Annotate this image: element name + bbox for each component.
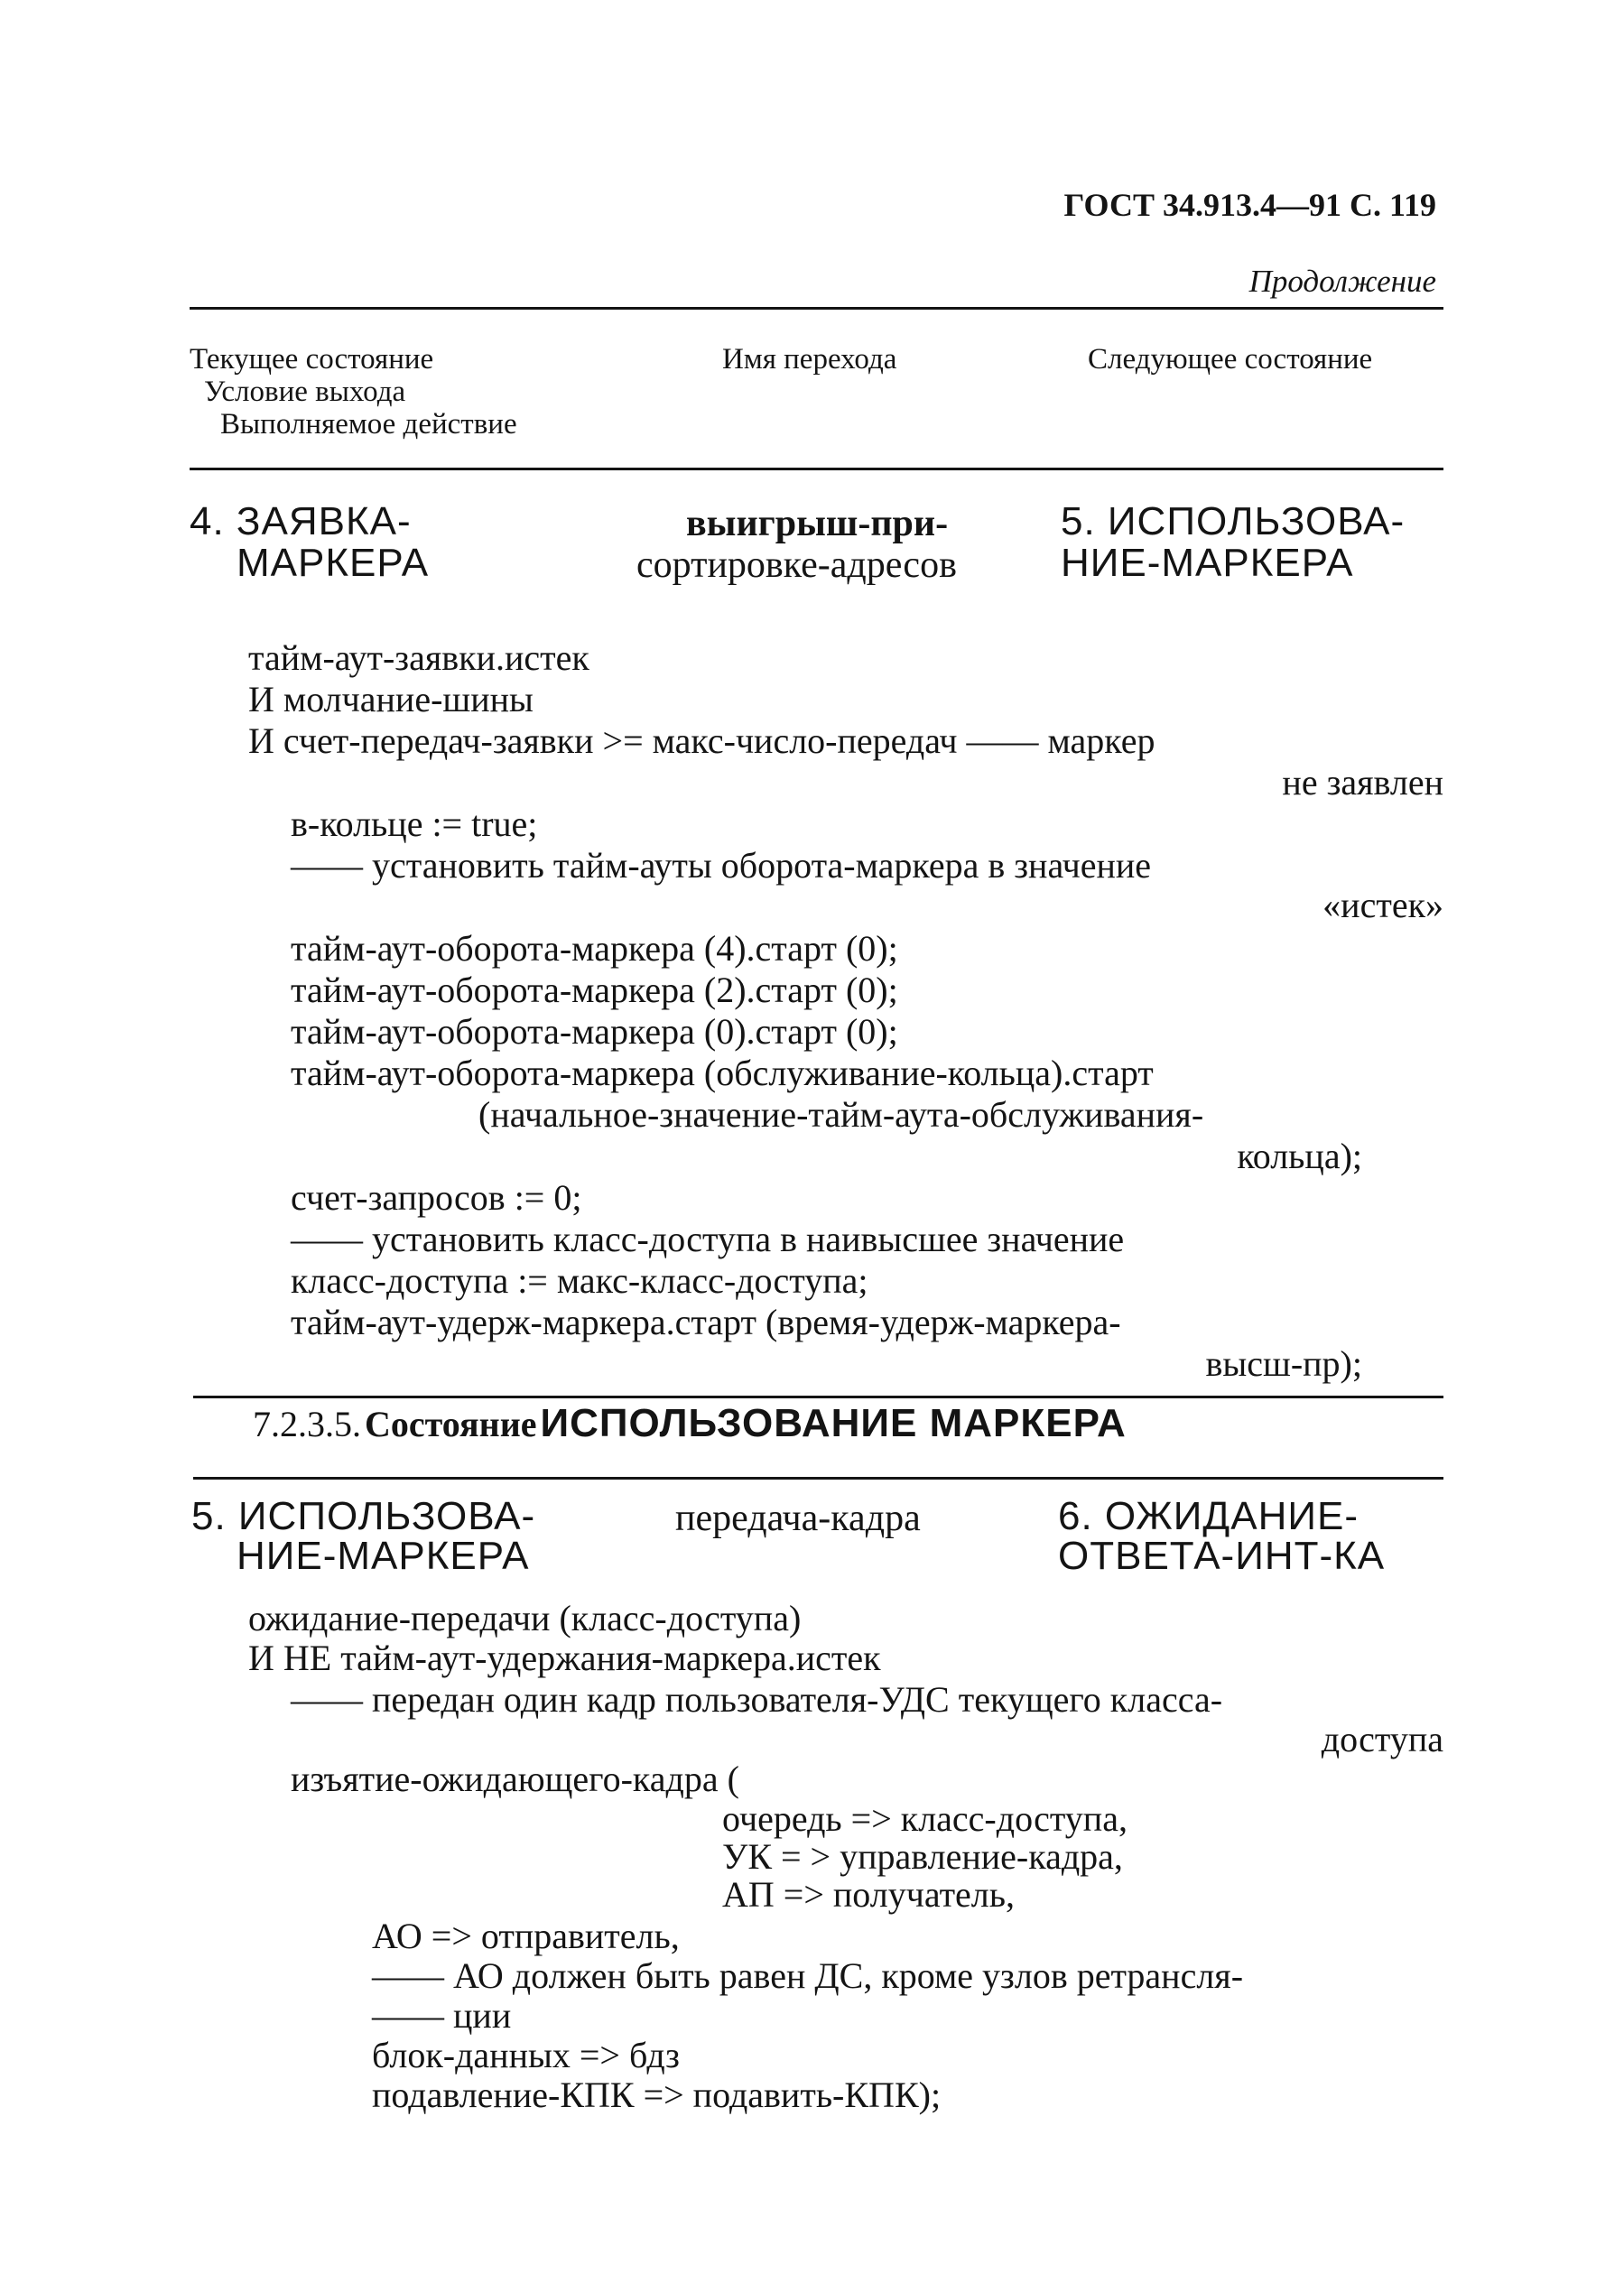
t5-action-9: —— ции	[372, 1995, 512, 2036]
t4-current-line1: 4. ЗАЯВКА-	[190, 499, 412, 543]
t4-action-3: «истек»	[1322, 885, 1443, 925]
col-current-state: Текущее состояние	[190, 343, 434, 376]
t4-action-5: тайм-аут-оборота-маркера (2).старт (0);	[291, 970, 898, 1010]
t4-action-10: счет-запросов := 0;	[291, 1177, 582, 1218]
t5-condition-1: ожидание-передачи (класс-доступа)	[248, 1598, 802, 1638]
t5-transition-name: передача-кадра	[675, 1498, 921, 1539]
rule-header-bottom	[190, 468, 1443, 470]
t4-transition-line2: сортировке-адресов	[636, 544, 957, 586]
t5-action-8: —— АО должен быть равен ДС, кроме узлов ретрансля-	[372, 1955, 1244, 1996]
rule-after-section	[193, 1477, 1443, 1480]
t5-next-line2: ОТВЕТА-ИНТ-КА	[1058, 1534, 1386, 1578]
section-number: 7.2.3.5.	[253, 1404, 361, 1444]
t4-action-14: высш-пр);	[1205, 1343, 1362, 1384]
col-transition-name: Имя перехода	[722, 343, 897, 376]
t4-action-13: тайм-аут-удерж-маркера.старт (время-удерж-маркера-	[291, 1302, 1121, 1342]
t4-action-8: (начальное-значение-тайм-аута-обслуживания-	[478, 1094, 1204, 1135]
t4-action-12: класс-доступа := макс-класс-доступа;	[291, 1260, 868, 1301]
continuation-label: Продолжение	[1248, 264, 1436, 299]
t4-condition-1: тайм-аут-заявки.истек	[248, 637, 589, 678]
t5-action-4: очередь => класс-доступа,	[722, 1798, 1128, 1839]
t4-action-6: тайм-аут-оборота-маркера (0).старт (0);	[291, 1011, 898, 1052]
t5-action-1: —— передан один кадр пользователя-УДС текущего класса-	[291, 1679, 1223, 1720]
col-exit-condition: Условие выхода	[204, 376, 406, 408]
t4-action-11: —— установить класс-доступа в наивысшее значение	[291, 1219, 1125, 1259]
rule-after-t4	[193, 1396, 1443, 1398]
col-action: Выполняемое действие	[220, 408, 517, 441]
section-title: ИСПОЛЬЗОВАНИЕ МАРКЕРА	[540, 1401, 1127, 1445]
t4-action-9: кольца);	[1237, 1136, 1362, 1176]
col-next-state: Следующее состояние	[1088, 343, 1373, 376]
t5-action-2: доступа	[1321, 1719, 1443, 1759]
t4-action-7: тайм-аут-оборота-маркера (обслуживание-кольца).старт	[291, 1053, 1154, 1093]
t4-action-1: в-кольце := true;	[291, 803, 538, 844]
t4-current-line2: МАРКЕРА	[237, 541, 430, 585]
t5-next-line1: 6. ОЖИДАНИЕ-	[1058, 1494, 1359, 1538]
t4-action-4: тайм-аут-оборота-маркера (4).старт (0);	[291, 928, 898, 969]
t4-condition-4: не заявлен	[1282, 762, 1443, 803]
t5-current-line1: 5. ИСПОЛЬЗОВА-	[191, 1494, 536, 1538]
section-word: Состояние	[365, 1404, 537, 1444]
page-header-gost: ГОСТ 34.913.4—91 С. 119	[1063, 187, 1436, 223]
t5-action-3: изъятие-ожидающего-кадра (	[291, 1759, 739, 1799]
t4-condition-2: И молчание-шины	[248, 679, 534, 719]
t4-transition-line1: выигрыш-при-	[686, 503, 949, 544]
t5-action-6: АП => получатель,	[722, 1874, 1016, 1915]
t5-current-line2: НИЕ-МАРКЕРА	[237, 1534, 530, 1578]
section-heading	[253, 1401, 1127, 1446]
t4-next-line1: 5. ИСПОЛЬЗОВА-	[1061, 499, 1406, 543]
rule-top	[190, 307, 1443, 310]
t5-action-7: АО => отправитель,	[372, 1916, 680, 1956]
t5-action-10: блок-данных => бдз	[372, 2035, 680, 2075]
t4-action-2: —— установить тайм-ауты оборота-маркера в значение	[291, 845, 1152, 886]
t5-action-11: подавление-КПК => подавить-КПК);	[372, 2074, 942, 2115]
t4-next-line2: НИЕ-МАРКЕРА	[1061, 541, 1354, 585]
t4-condition-3: И счет-передач-заявки >= макс-число-передач —— маркер	[248, 720, 1155, 761]
t5-action-5: УК = > управление-кадра,	[722, 1836, 1123, 1877]
t5-condition-2: И НЕ тайм-аут-удержания-маркера.истек	[248, 1638, 881, 1678]
